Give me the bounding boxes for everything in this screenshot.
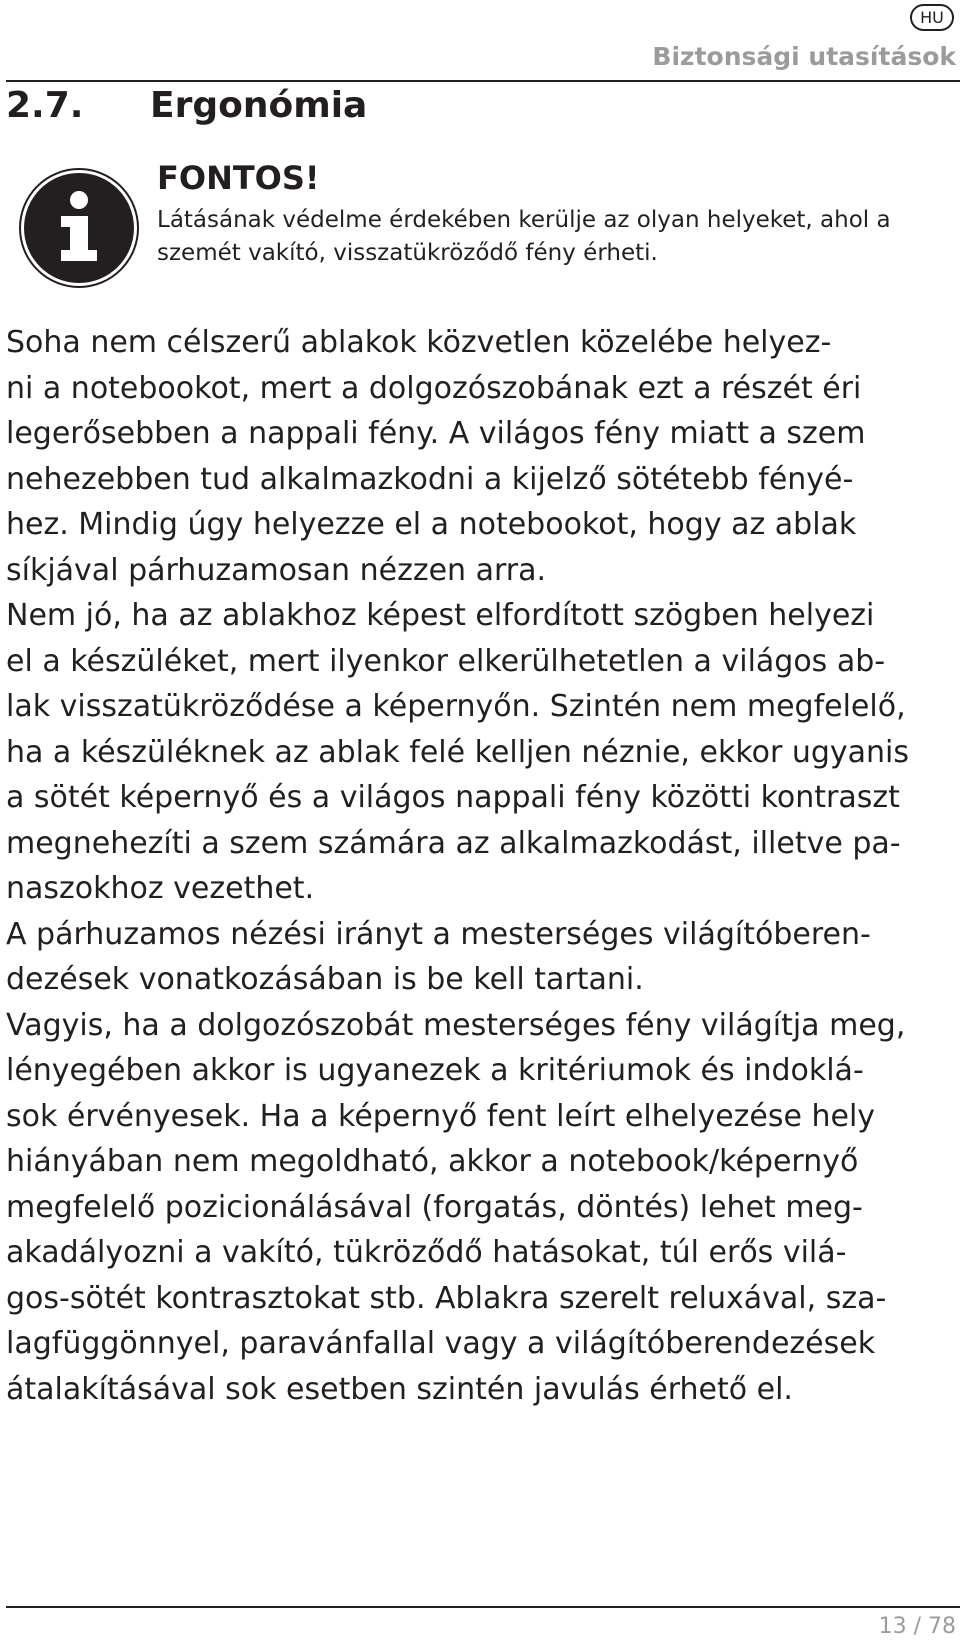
text-line: gos-sötét kontrasztokat stb. Ablakra szerelt reluxával, sza- [6, 1280, 887, 1316]
text-line: legerősebben a nappali fény. A világos fény miatt a szem [6, 416, 866, 451]
text-line: Soha nem célszerű ablakok közvetlen közelébe helyez- [6, 325, 832, 360]
section-number: 2.7. [6, 85, 84, 126]
language-badge: HU [910, 4, 954, 31]
text-line: Nem jó, ha az ablakhoz képest elfordított szögben helyezi [6, 598, 875, 633]
text-line: sok érvényesek. Ha a képernyő fent leírt elhelyezése hely [6, 1098, 876, 1134]
page-number: 13 / 78 [878, 1614, 956, 1639]
section-title: Ergonómia [150, 85, 368, 126]
body-text [6, 320, 956, 1412]
text-line: lagfüggönnyel, paravánfallal vagy a világítóberendezések [6, 1326, 876, 1361]
header-divider [6, 80, 960, 82]
text-line: megnehezíti a szem számára az alkalmazkodást, illetve pa- [6, 825, 901, 861]
text-line: el a készüléket, mert ilyenkor elkerülhetetlen a világos ab- [6, 643, 886, 679]
text-line: hez. Mindig úgy helyezze el a notebookot, hogy az ablak [6, 507, 857, 542]
text-line: lak visszatükröződése a képernyőn. Szintén nem megfelelő, [6, 689, 906, 724]
paragraph-2 [6, 593, 956, 912]
info-icon [18, 167, 140, 289]
text-line: síkjával párhuzamosan nézzen arra. [6, 552, 547, 588]
text-line: dezések vonatkozásában is be kell tartani. [6, 962, 644, 997]
text-line: akadályozni a vakító, tükröződő hatásokat, túl erős vilá- [6, 1235, 847, 1270]
notice-title: FONTOS! [157, 159, 320, 197]
header-title: Biztonsági utasítások [652, 42, 956, 71]
text-line: ha a készüléknek az ablak felé kelljen néznie, ekkor ugyanis [6, 734, 910, 770]
notice-line: szemét vakító, visszatükröződő fény érheti. [157, 240, 658, 266]
footer-divider [6, 1606, 960, 1608]
text-line: nehezebben tud alkalmazkodni a kijelző sötétebb fényé- [6, 461, 854, 497]
text-line: a sötét képernyő és a világos nappali fény közötti kontraszt [6, 780, 900, 815]
important-notice [157, 158, 891, 270]
text-line: átalakításával sok esetben szintén javulás érhető el. [6, 1371, 793, 1407]
text-line: megfelelő pozicionálásával (forgatás, döntés) lehet meg- [6, 1189, 863, 1225]
paragraph-3 [6, 912, 956, 1003]
paragraph-1 [6, 320, 956, 593]
text-line: naszokhoz vezethet. [6, 871, 315, 906]
text-line: hiányában nem megoldható, akkor a notebook/képernyő [6, 1144, 859, 1179]
text-line: Vagyis, ha a dolgozószobát mesterséges fény világítja meg, [6, 1007, 906, 1043]
text-line: ni a notebookot, mert a dolgozószobának ezt a részét éri [6, 370, 862, 406]
paragraph-4 [6, 1003, 956, 1413]
section-heading [6, 84, 367, 128]
notice-line: Látásának védelme érdekében kerülje az olyan helyeket, ahol a [157, 207, 891, 233]
text-line: A párhuzamos nézési irányt a mesterséges világítóberen- [6, 916, 871, 952]
text-line: lényegében akkor is ugyanezek a kritériumok és indoklá- [6, 1053, 864, 1088]
